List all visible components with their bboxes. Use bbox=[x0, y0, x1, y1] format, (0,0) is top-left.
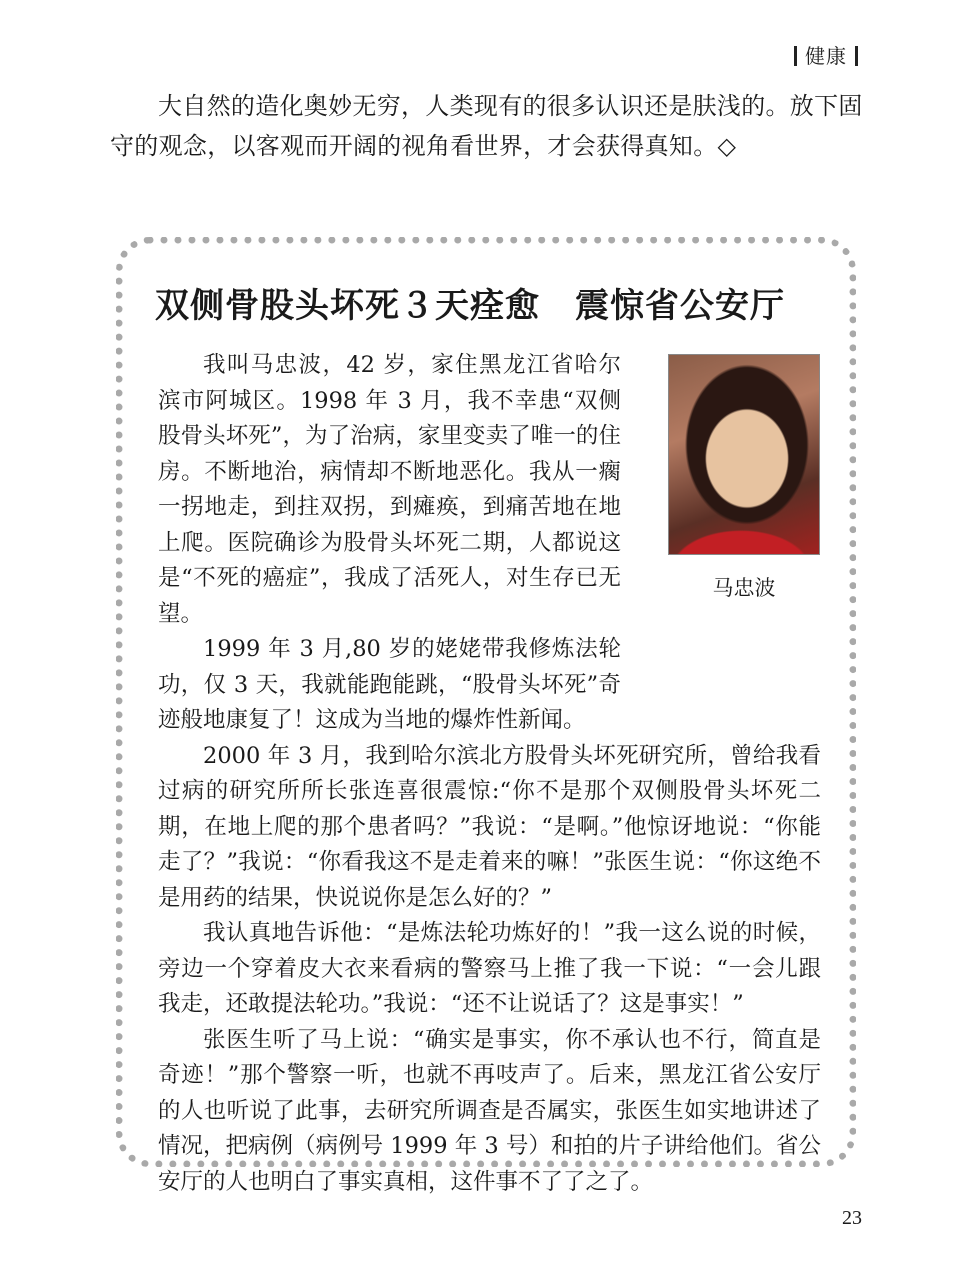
photo-float-spacer bbox=[621, 348, 821, 676]
article-paragraph-2: 1999 年 3 月,80 岁的姥姥带我修炼法轮功，仅 3 天，我就能跑能跳，“股骨头坏死”奇迹般地康复了！这成为当地的爆炸性新闻。 bbox=[158, 636, 621, 733]
section-tag-label: 健康 bbox=[805, 44, 847, 68]
intro-paragraph: 大自然的造化奥妙无穷，人类现有的很多认识还是肤浅的。放下固守的观念，以客观而开阔的视角看世界，才会获得真知。◇ bbox=[110, 92, 863, 160]
article-paragraph-4: 我认真地告诉他：“是炼法轮功炼好的！”我一这么说的时候，旁边一个穿着皮大衣来看病的警察马上推了我一下说：“一会儿跟我走，还敢提法轮功。”我说：“还不让说话了？这是事实！” bbox=[158, 920, 821, 1017]
article-paragraph-3: 2000 年 3 月，我到哈尔滨北方股骨头坏死研究所，曾给我看过病的研究所所长张连喜很震惊:“你不是那个双侧股骨头坏死二期，在地上爬的那个患者吗？”我说：“是啊。”他惊讶地说：“你能走了？”我说：“你看我这不是走着来的嘛！”张医生说：“你这绝不是用药的结果，快说说你是怎么好的？” bbox=[158, 742, 821, 911]
photo-caption: 马忠波 bbox=[712, 576, 776, 600]
page-number: 23 bbox=[842, 1207, 862, 1229]
article-paragraph-1: 我叫马忠波，42 岁，家住黑龙江省哈尔滨市阿城区。1998 年 3 月，我不幸患“双侧股骨头坏死”，为了治病，家里变卖了唯一的住房。不断地治，病情却不断地恶化。我从一瘸一拐地走，到拄双拐，到瘫痪，到痛苦地在地上爬。医院确诊为股骨头坏死二期，人都说这是“不死的癌症”，我成了活死人，对生存已无望。 bbox=[158, 352, 621, 627]
article-paragraph-5: 张医生听了马上说：“确实是事实，你不承认也不行，简直是奇迹！”那个警察一听，也就不再吱声了。后来，黑龙江省公安厅的人也听说了此事，去研究所调查是否属实，张医生如实地讲述了情况，把病例（病例号 1999 年 3 号）和拍的片子讲给他们。省公安厅的人也明白了事实真相，这件事不了了之了。 bbox=[158, 1026, 821, 1195]
section-tag-left-bar bbox=[794, 46, 797, 66]
section-tag-right-bar bbox=[855, 46, 858, 66]
section-tag bbox=[786, 40, 866, 69]
article-body bbox=[158, 348, 821, 1200]
article-title: 双侧骨股头坏死３天痊愈 震惊省公安厅 bbox=[155, 286, 785, 326]
